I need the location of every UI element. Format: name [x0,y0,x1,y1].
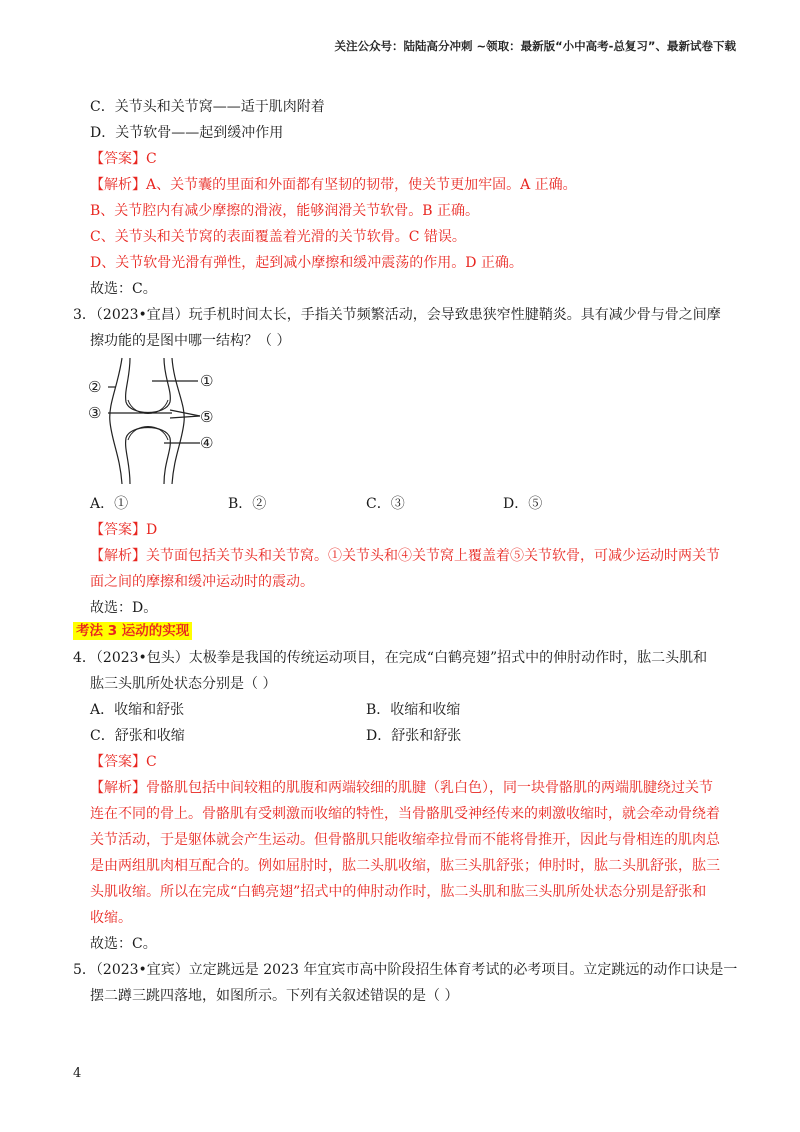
q3-option-b: B．② [228,496,267,512]
q3-option-d: D．⑤ [503,496,543,512]
answer-tag: 【答案】 [90,522,146,538]
q4-analysis-line: 连在不同的骨上。骨骼肌有受刺激而收缩的特性，当骨骼肌受神经传来的刺激收缩时，就会牵动骨绕着 [90,806,720,822]
q2-option-d: D．关节软骨——起到缓冲作用 [90,125,284,141]
q4-option-c: C．舒张和收缩 [90,728,185,744]
q2-option-c: C．关节头和关节窝——适于肌肉附着 [90,99,325,115]
q3-option-c: C．③ [366,496,405,512]
q2-conclusion: 故选：C。 [90,281,157,297]
joint-head [126,358,171,413]
head-cartilage [128,400,168,414]
q4-analysis-line: 头肌收缩。所以在完成“白鹤亮翅”招式中的伸肘动作时，肱二头肌和肱三头肌所处状态分别是舒张和 [90,884,707,900]
socket-cartilage [128,427,168,441]
q3-stem: 擦功能的是图中哪一结构？（ ） [90,333,291,349]
label-4: ④ [200,434,214,452]
left-outline [110,358,122,484]
q4-option-b: B．收缩和收缩 [366,702,461,718]
q4-answer [90,752,157,772]
joint-socket [126,428,171,485]
q2-analysis-line: B、关节腔内有减少摩擦的滑液，能够润滑关节软骨。B 正确。 [90,203,480,219]
answer-tag: 【答案】 [90,754,146,770]
q5-stem: 5．（2023•宜宾）立定跳远是 2023 年宜宾市高中阶段招生体育考试的必考项目。立定跳远的动作口诀是一 [73,962,738,978]
q4-analysis-line: 【解析】骨骼肌包括中间较粗的肌腹和两端较细的肌腱（乳白色），同一块骨骼肌的两端肌腱绕过关节 [90,780,713,796]
q4-option-d: D．舒张和舒张 [366,728,462,744]
answer-value: D [146,522,158,538]
q3-conclusion: 故选：D。 [90,600,158,616]
page-number: 4 [73,1066,82,1081]
q4-conclusion: 故选：C。 [90,936,157,952]
analysis-tag: 【解析】 [90,548,146,564]
q2-analysis-line: D、关节软骨光滑有弹性，起到减小摩擦和缓冲震荡的作用。D 正确。 [90,255,523,271]
q3-stem: 3．（2023•宜昌）玩手机时间太长，手指关节频繁活动，会导致患狭窄性腱鞘炎。具有减少骨与骨之间摩 [73,307,721,323]
page-header: 关注公众号：陆陆高分冲刺 ~领取：最新版“小中高考-总复习”、最新试卷下载 [334,39,736,53]
answer-tag: 【答案】 [90,151,146,167]
q3-option-a: A．① [90,496,129,512]
answer-value: C [146,754,157,770]
analysis-tag: 【解析】 [90,177,146,193]
q2-answer [90,149,157,169]
q4-stem: 肱三头肌所处状态分别是（ ） [90,676,277,692]
label-1: ① [200,372,214,390]
label-3: ③ [88,404,102,422]
q3-answer [90,520,157,540]
joint-diagram [86,356,236,486]
answer-value: C [146,151,157,167]
q3-analysis-line: 面之间的摩擦和缓冲运动时的震动。 [90,574,314,590]
q2-analysis-line: 【解析】A、关节囊的里面和外面都有坚韧的韧带，使关节更加牢固。A 正确。 [90,177,577,193]
q5-stem: 摆二蹲三跳四落地，如图所示。下列有关叙述错误的是（ ） [90,988,459,1004]
q4-option-a: A．收缩和舒张 [90,702,185,718]
q4-analysis-line: 收缩。 [90,910,132,926]
right-outline [172,358,184,484]
q2-analysis-line: C、关节头和关节窝的表面覆盖着光滑的关节软骨。C 错误。 [90,229,466,245]
label-5: ⑤ [200,408,214,426]
q3-analysis-line: 【解析】关节面包括关节头和关节窝。①关节头和④关节窝上覆盖着⑤关节软骨，可减少运动时两关节 [90,548,720,564]
q4-stem: 4．（2023•包头）太极拳是我国的传统运动项目，在完成“白鹤亮翅”招式中的伸肘动作时，肱二头肌和 [73,650,708,666]
label-2: ② [88,378,102,396]
q4-analysis-line: 关节活动，于是躯体就会产生运动。但骨骼肌只能收缩牵拉骨而不能将骨推开，因此与骨相连的肌肉总 [90,832,720,848]
analysis-tag: 【解析】 [90,780,146,796]
section-heading: 考法 3 运动的实现 [73,622,192,640]
q4-analysis-line: 是由两组肌肉相互配合的。例如屈肘时，肱二头肌收缩，肱三头肌舒张；伸肘时，肱二头肌舒张，肱三 [90,858,720,874]
